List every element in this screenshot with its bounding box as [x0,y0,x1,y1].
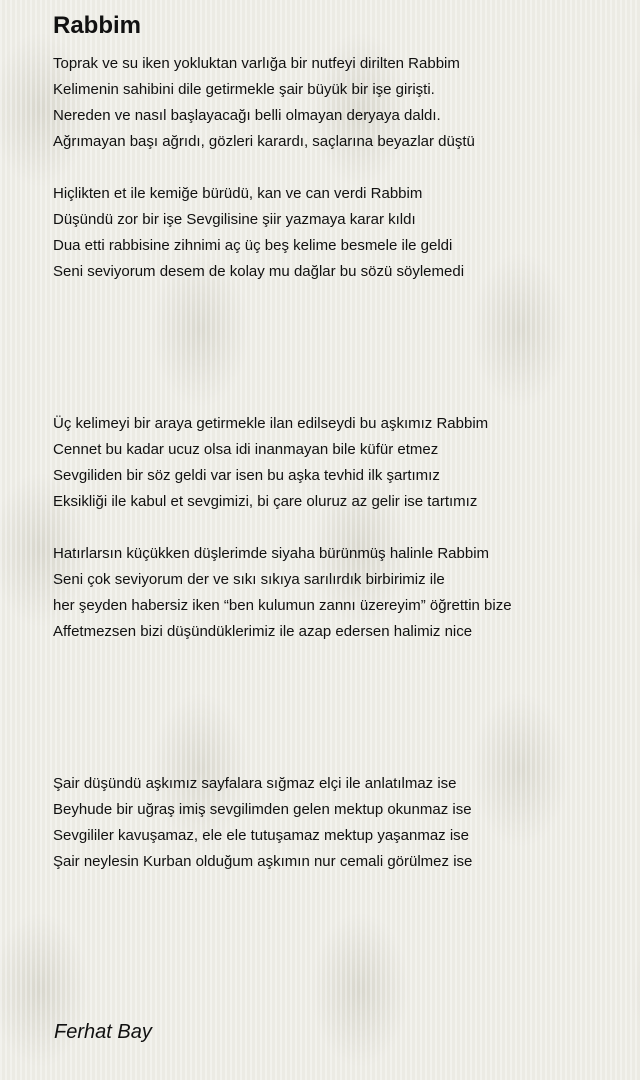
verse-line: Sevgililer kavuşamaz, ele ele tutuşamaz mektup yaşanmaz ise [53,827,470,844]
verse-line: Kelimenin sahibini dile getirmekle şair büyük bir işe girişti. [53,81,435,98]
verse-line: her şeyden habersiz iken “ben kulumun zannı üzereyim” öğrettin bize [53,597,512,614]
verse-line: Toprak ve su iken yokluktan varlığa bir nutfeyi dirilten Rabbim [53,55,460,72]
verse-line: Şair neylesin Kurban olduğum aşkımın nur cemali görülmez ise [53,853,473,870]
verse-line: Nereden ve nasıl başlayacağı belli olmayan deryaya daldı. [53,107,441,124]
poet-name: Ferhat Bay [54,1021,152,1043]
poem-title: Rabbim [53,12,142,39]
stanza-2 [53,181,464,285]
verse-line: Seni seviyorum desem de kolay mu dağlar bu sözü söylemedi [53,263,465,280]
verse-line: Affetmezsen bizi düşündüklerimiz ile azap edersen halimiz nice [53,623,473,640]
stanza-3 [53,411,488,515]
verse-line: Cennet bu kadar ucuz olsa idi inanmayan bile küfür etmez [53,441,439,458]
stanza-1 [53,51,475,155]
verse-line: Şair düşündü aşkımız sayfalara sığmaz elçi ile anlatılmaz ise [53,775,457,792]
verse-line: Ağrımayan başı ağrıdı, gözleri karardı, saçlarına beyazlar düştü [53,133,475,150]
verse-line: Üç kelimeyi bir araya getirmekle ilan edilseydi bu aşkımız Rabbim [53,415,489,432]
verse-line: Seni çok seviyorum der ve sıkı sıkıya sarılırdık birbirimiz ile [53,571,445,588]
verse-line: Düşündü zor bir işe Sevgilisine şiir yazmaya karar kıldı [53,211,416,228]
verse-line: Sevgiliden bir söz geldi var isen bu aşka tevhid ilk şartımız [53,467,440,484]
stanza-4 [53,541,512,645]
verse-line: Hiçlikten et ile kemiğe bürüdü, kan ve can verdi Rabbim [53,185,423,202]
verse-line: Eksikliği ile kabul et sevgimizi, bi çare oluruz az gelir ise tartımız [53,493,478,510]
verse-line: Beyhude bir uğraş imiş sevgilimden gelen mektup okunmaz ise [53,801,472,818]
verse-line: Dua etti rabbisine zihnimi aç üç beş kelime besmele ile geldi [53,237,453,254]
verse-line: Hatırlarsın küçükken düşlerimde siyaha bürünmüş halinle Rabbim [53,545,490,562]
stanza-5 [53,771,472,875]
